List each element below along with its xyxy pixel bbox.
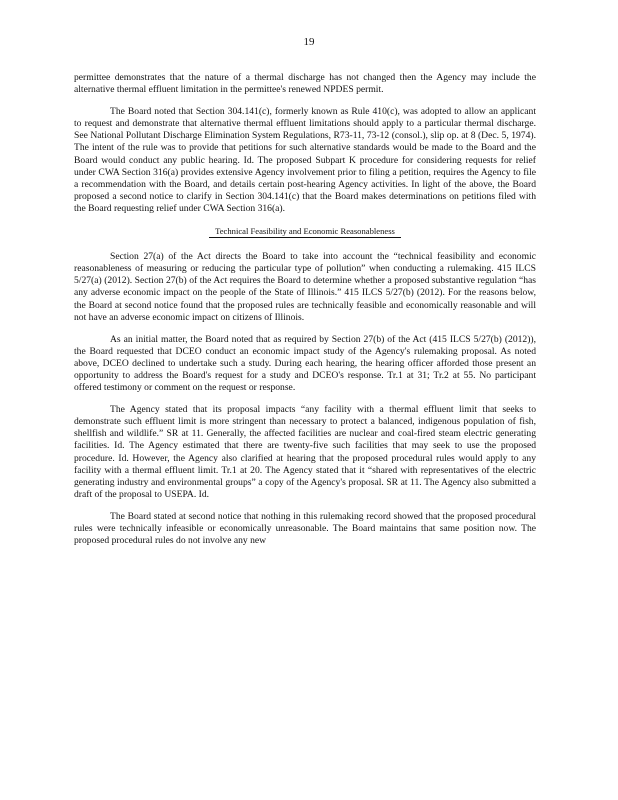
document-body	[74, 72, 536, 557]
paragraph-board-position: The Board stated at second notice that nothing in this rulemaking record showed that the proposed procedural rules were technically infeasible or economically unreasonable. The Board maintains that same position now. The proposed procedural rules do not involve any new	[74, 510, 536, 547]
paragraph-rule-410c: The Board noted that Section 304.141(c), formerly known as Rule 410(c), was adopted to allow an applicant to request and demonstrate that alternative thermal effluent limitations should apply to a particular thermal discharge. See National Pollutant Discharge Elimination System Regulations, R73-11, 73-12 (consol.), slip op. at 8 (Dec. 5, 1974). The intent of the rule was to provide that petitions for such alternative standards would be made to the Board and the Board would conduct any public hearing. Id. The proposed Subpart K procedure for considering requests for relief under CWA Section 316(a) provides extensive Agency involvement prior to filing a petition, requires the Agency to file a recommendation with the Board, and details certain post-hearing Agency activities. In light of the above, the Board proposed a second notice to clarify in Section 304.141(c) that the Board makes determinations on petitions filed with the Board requesting relief under CWA Section 316(a).	[74, 106, 536, 214]
paragraph-continuation: permittee demonstrates that the nature of a thermal discharge has not changed then the Agency may include the alternative thermal effluent limitation in the permittee's renewed NPDES permit.	[74, 72, 536, 96]
paragraph-section-27: Section 27(a) of the Act directs the Board to take into account the “technical feasibility and economic reasonableness of measuring or reducing the particular type of pollution” when conducting a rulemaking. 415 ILCS 5/27(a) (2012). Section 27(b) of the Act requires the Board to determine whether a proposed substantive regulation “has any adverse economic impact on the people of the State of Illinois.” 415 ILCS 5/27(b) (2012). For the reasons below, the Board at second notice found that the proposed rules are technically feasible and economically reasonable and will not have an adverse economic impact on citizens of Illinois.	[74, 251, 536, 323]
paragraph-dceo-study: As an initial matter, the Board noted that as required by Section 27(b) of the Act (415 ILCS 5/27(b) (2012)), the Board requested that DCEO conduct an economic impact study of the Agency's rulemaking proposal. As noted above, DCEO declined to undertake such a study. During each hearing, the hearing officer afforded those present an opportunity to address the Board's request for a study and DCEO's response. Tr.1 at 31; Tr.2 at 55. No participant offered testimony or comment on the request or response.	[74, 333, 536, 394]
paragraph-agency-impacts: The Agency stated that its proposal impacts “any facility with a thermal effluent limit that seeks to demonstrate such effluent limit is more stringent than necessary to protect a balanced, indigenous population of fish, shellfish and wildlife.” SR at 11. Generally, the affected facilities are nuclear and coal-fired steam electric generating facilities. Id. The Agency estimated that there are twenty-five such facilities that may seek to use the proposed procedure. Id. However, the Agency also clarified at hearing that the proposed procedural rules would apply to any facility with a thermal effluent limit. Tr.1 at 20. The Agency stated that it “shared with representatives of the electric generating industry and environmental groups” a copy of the Agency's proposal. SR at 11. The Agency also submitted a draft of the proposal to USEPA. Id.	[74, 404, 536, 500]
section-heading	[74, 225, 536, 237]
section-heading-text: Technical Feasibility and Economic Reasonableness	[209, 226, 401, 238]
page-number: 19	[303, 36, 315, 48]
